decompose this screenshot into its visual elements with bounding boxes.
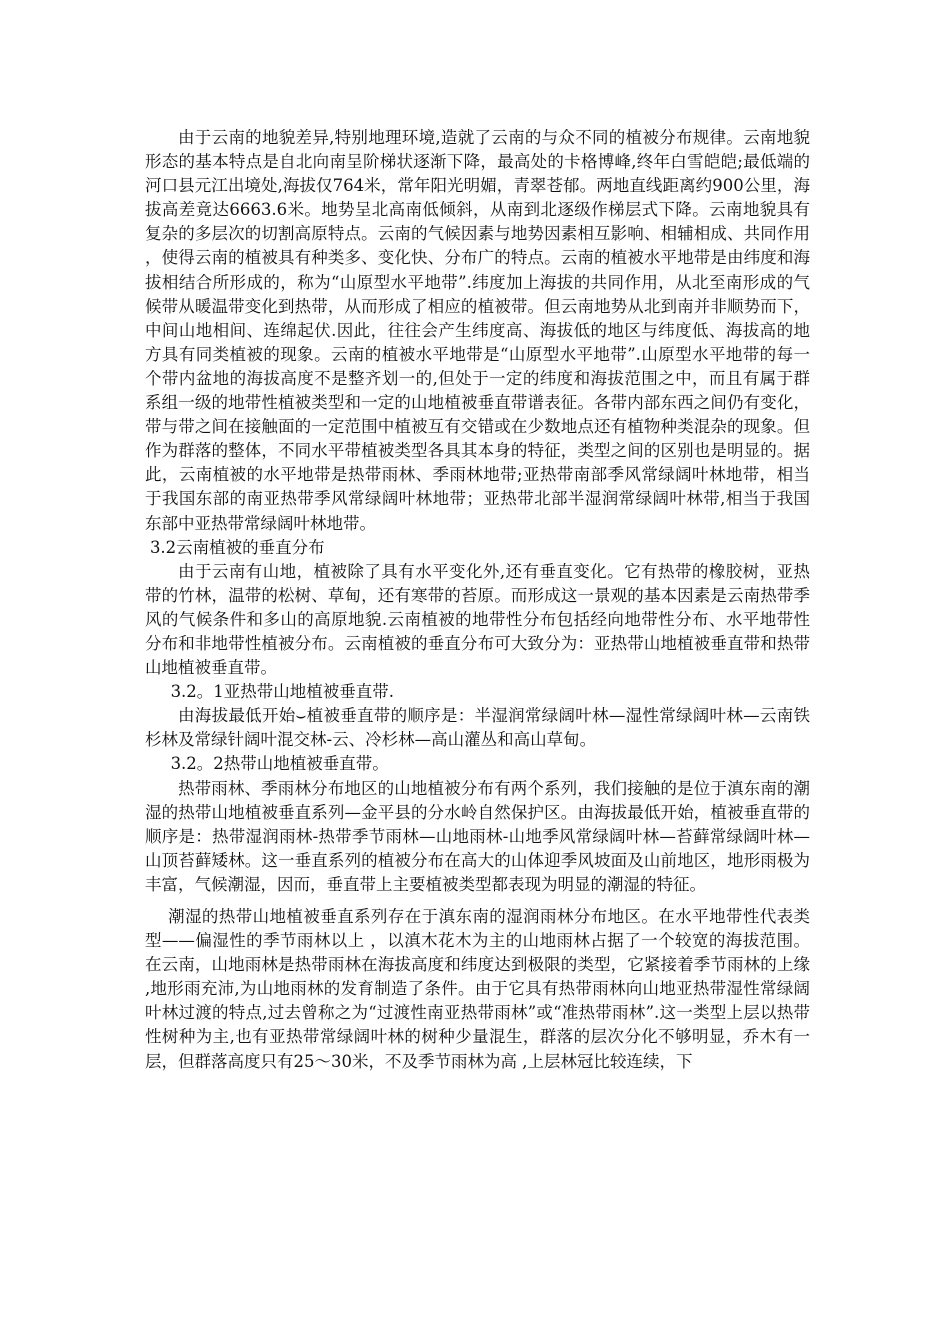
- section-heading-vertical-distribution: 3.2云南植被的垂直分布: [149, 537, 325, 557]
- subsection-heading-tropical: 3.2。2热带山地植被垂直带。: [170, 754, 389, 774]
- paragraph-horizontal-zones: 由于云南的地貌差异,特别地理环境,造就了云南的与众不同的植被分布规律。云南地貌形态的基本特点是自北向南呈阶梯状逐渐下降，最高处的卡格博峰,终年白雪皑皑;最低端的河口县元江出境处,海拔仅764米，常年阳光明媚，青翠苍郁。两地直线距离约900公里，海拔高差竟达6663.6米。地势呈北高南低倾斜，从南到北逐级作梯层式下降。云南地貌具有复杂的多层次的切割高原特点。云南的气候因素与地势因素相互影响、相辅相成、共同作用，使得云南的植被具有种类多、变化快、分布广的特点。云南的植被水平地带是由纬度和海拔相结合所形成的，称为“山原型水平地带”.纬度加上海拔的共同作用，从北至南形成的气候带从暖温带变化到热带，从而形成了相应的植被带。但云南地势从北到南并非顺势而下，中间山地相间、连绵起伏.因此，往往会产生纬度高、海拔低的地区与纬度低、海拔高的地方具有同类植被的现象。云南的植被水平地带是“山原型水平地带”.山原型水平地带的每一个带内盆地的海拔高度不是整齐划一的,但处于一定的纬度和海拔范围之中，而且有属于群系组一级的地带性植被类型和一定的山地植被垂直带谱表征。各带内部东西之间仍有变化，带与带之间在接触面的一定范围中植被互有交错或在少数地点还有植物种类混杂的现象。但作为群落的整体，不同水平带植被类型各具其本身的特征，类型之间的区别也是明显的。据此，云南植被的水平地带是热带雨林、季雨林地带;亚热带南部季风常绿阔叶林地带，相当于我国东部的南亚热带季风常绿阔叶林地带；亚热带北部半湿润常绿阔叶林带,相当于我国东部中亚热带常绿阔叶林地带。: [145, 128, 810, 533]
- paragraph-vertical-intro: 由于云南有山地，植被除了具有水平变化外,还有垂直变化。它有热带的橡胶树，亚热带的竹林，温带的松树、草甸，还有寒带的苔原。而形成这一景观的基本因素是云南热带季风的气候条件和多山的高原地貌.云南植被的地带性分布包括经向地带性分布、水平地带性分布和非地带性植被分布。云南植被的垂直分布可大致分为：亚热带山地植被垂直带和热带山地植被垂直带。: [145, 561, 810, 678]
- paragraph-humid-rainforest: 潮湿的热带山地植被垂直系列存在于滇东南的湿润雨林分布地区。在水平地带性代表类型——偏湿性的季节雨林以上 ，以滇木花木为主的山地雨林占据了一个较宽的海拔范围。在云南，山地雨林是热带雨林在海拔高度和纬度达到极限的类型，它紧接着季节雨林的上缘,地形雨充沛,为山地雨林的发育制造了条件。由于它具有热带雨林向山地亚热带湿性常绿阔叶林过渡的特点,过去曾称之为“过渡性南亚热带雨林”或“准热带雨林”.这一类型上层以热带性树种为主,也有亚热带常绿阔叶林的树种少量混生，群落的层次分化不够明显，乔木有一层，但群落高度只有25～30米，不及季节雨林为高 ,上层林冠比较连续，下: [145, 907, 810, 1071]
- paragraph-gap: [145, 897, 810, 905]
- paragraph-tropical-series: 热带雨林、季雨林分布地区的山地植被分布有两个系列，我们接触的是位于滇东南的潮湿的热带山地植被垂直系列—金平县的分水岭自然保护区。由海拔最低开始，植被垂直带的顺序是：热带湿润雨林-热带季节雨林—山地雨林-山地季风常绿阔叶林—苔藓常绿阔叶林—山顶苔藓矮林。这一垂直系列的植被分布在高大的山体迎季风坡面及山前地区，地形雨极为丰富，气候潮湿，因而，垂直带上主要植被类型都表现为明显的潮湿的特征。: [145, 778, 810, 894]
- paragraph-subtropical-order: 由海拔最低开始⌣植被垂直带的顺序是：半湿润常绿阔叶林—湿性常绿阔叶林—云南铁杉林及常绿针阔叶混交林-云、冷杉林—高山灌丛和高山草甸。: [145, 706, 810, 750]
- document-body: [145, 126, 810, 1074]
- subsection-heading-subtropical: 3.2。1亚热带山地植被垂直带.: [170, 682, 395, 702]
